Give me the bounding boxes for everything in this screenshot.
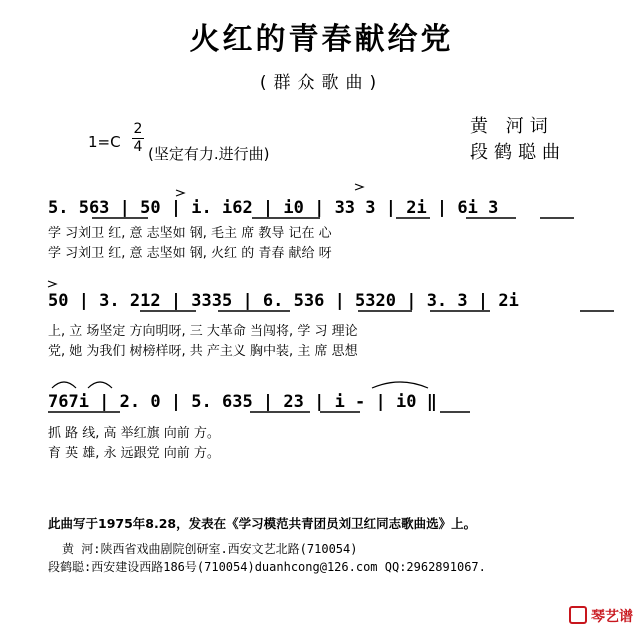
music-notes: 767i | 2. 0 | 5. 635 | 23 | i - | i0 ‖: [48, 392, 437, 412]
music-notes: 5. 563 | 50 | i. i62 | i0 | 33 3 | 2i | 6i 3: [48, 198, 499, 218]
lyric-row-2-verse-2: 党, 她 为我们 树榜样呀, 共 产主义 胸中装, 主 席 思想: [48, 344, 358, 359]
lyric-row-1-verse-2: 学 习刘卫 红, 意 志坚如 钢, 火红 的 青春 献给 呀: [48, 246, 332, 261]
accent-mark: [48, 281, 56, 287]
watermark-logo: [569, 606, 633, 626]
song-title: 火红的青春献给党: [189, 22, 454, 57]
music-notes: 50 | 3. 212 | 3335 | 6. 536 | 5320 | 3. 3 | 2i: [48, 291, 519, 311]
contact-lyricist: 黄 河:陕西省戏曲剧院创研室.西安文艺北路(710054): [62, 542, 358, 556]
time-signature-bottom: 4: [133, 139, 143, 155]
accent-mark: [355, 184, 363, 190]
lyric-row-3-verse-1: 抓 路 线, 高 举红旗 向前 方。: [48, 426, 220, 441]
song-subtitle: (群众歌曲): [259, 73, 384, 93]
lyricist-credit: 黄 河词: [470, 116, 554, 137]
time-signature-top: 2: [133, 121, 143, 137]
contact-composer: 段鹤聪:西安建设西路186号(710054)duanhcong@126.com QQ:2962891067.: [48, 560, 486, 574]
key-signature: 1=C: [88, 133, 121, 151]
logo-icon: [569, 606, 587, 624]
lyric-row-3-verse-2: 育 英 雄, 永 远跟党 向前 方。: [48, 446, 220, 461]
composition-note: 此曲写于1975年8.28，发表在《学习模范共青团员刘卫红同志歌曲选》上。: [48, 516, 477, 531]
tempo-marking: (坚定有力.进行曲): [148, 145, 270, 163]
watermark-text: 琴艺谱: [591, 609, 633, 625]
lyric-row-2-verse-1: 上, 立 场坚定 方向明呀, 三 大革命 当闯将, 学 习 理论: [48, 324, 358, 339]
lyric-row-1-verse-1: 学 习刘卫 红, 意 志坚如 钢, 毛主 席 教导 记在 心: [48, 226, 332, 241]
composer-credit: 段鹤聪曲: [470, 142, 566, 163]
slur-mark: [88, 382, 112, 388]
slur-mark: [52, 382, 76, 388]
accent-mark: [176, 190, 184, 196]
slur-mark: [372, 382, 428, 388]
